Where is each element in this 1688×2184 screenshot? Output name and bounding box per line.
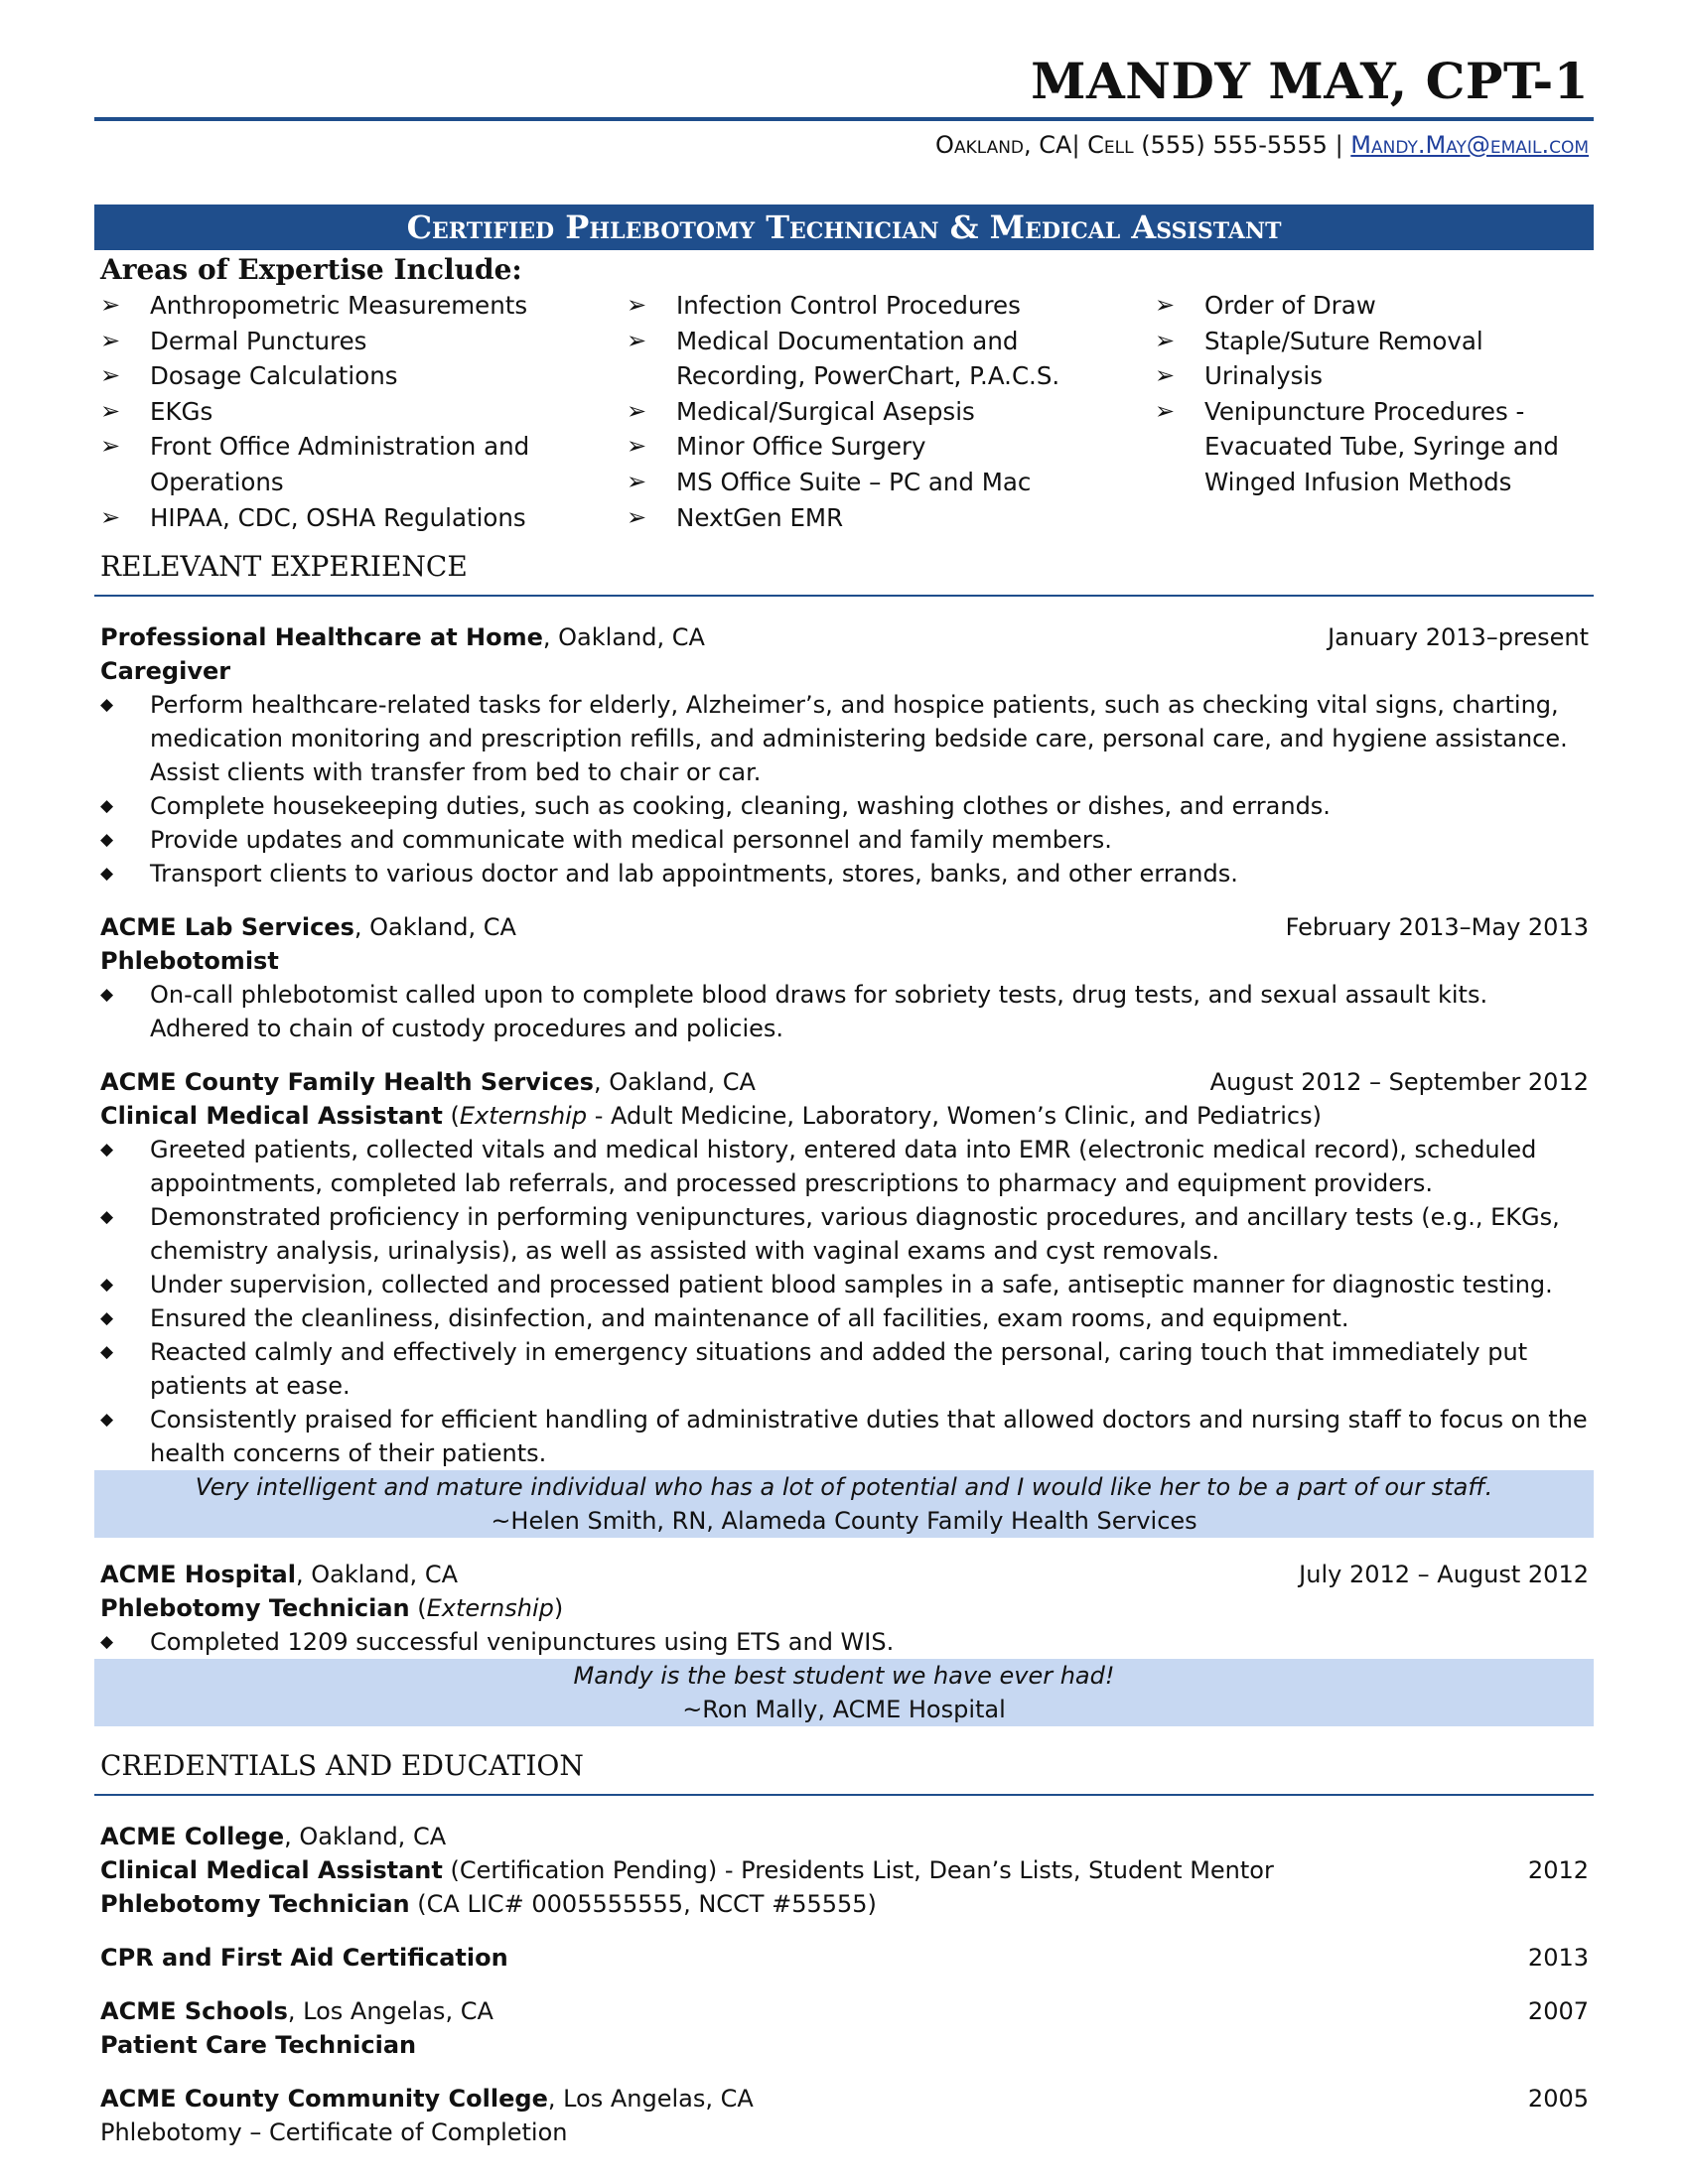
item-text: Urinalysis — [1204, 361, 1323, 391]
testimonial-author: ~Helen Smith, RN, Alameda County Family Health Services — [491, 1507, 1197, 1536]
diamond-bullet-icon: ◆ — [100, 1140, 114, 1160]
job-entry — [100, 1558, 1589, 1659]
arrow-bullet-icon: ➢ — [627, 432, 647, 461]
role-tail: ) — [553, 1594, 564, 1623]
education-line — [100, 1853, 1589, 1887]
item-text: Provide updates and communicate with medical personnel and family members. — [150, 826, 1112, 855]
bullet-list — [100, 1133, 1589, 1470]
job-entry — [100, 1065, 1589, 1470]
diamond-bullet-icon: ◆ — [100, 1207, 114, 1228]
bullet-item — [100, 1625, 1589, 1659]
expertise-item — [627, 429, 1155, 465]
item-text: Completed 1209 successful venipunctures using ETS and WIS. — [150, 1628, 895, 1657]
arrow-bullet-icon: ➢ — [1155, 326, 1176, 354]
arrow-bullet-icon: ➢ — [627, 291, 647, 319]
arrow-bullet-icon: ➢ — [100, 291, 121, 319]
expertise-item — [627, 500, 1155, 536]
expertise-column-1 — [100, 288, 627, 535]
item-text: Complete housekeeping duties, such as cooking, cleaning, washing clothes or dishes, and errands. — [150, 792, 1331, 821]
item-text: Anthropometric Measurements — [150, 291, 528, 320]
bullet-item — [100, 1200, 1589, 1268]
dates: February 2013–May 2013 — [1285, 913, 1589, 942]
diamond-bullet-icon: ◆ — [100, 695, 114, 716]
testimonial-quote: Mandy is the best student we have ever had! — [573, 1662, 1115, 1691]
year: 2007 — [1527, 1997, 1589, 2026]
bullet-item — [100, 789, 1589, 823]
item-text: Ensured the cleanliness, disinfection, and maintenance of all facilities, exam rooms, and equipment. — [150, 1304, 1349, 1333]
role-note: Externship — [426, 1594, 554, 1623]
expertise-item — [1155, 394, 1592, 500]
credential: Patient Care Technician — [100, 2031, 417, 2060]
item-text: Transport clients to various doctor and lab appointments, stores, banks, and other errands. — [150, 860, 1238, 888]
year: 2013 — [1527, 1944, 1589, 1973]
credential: CPR and First Aid Certification — [100, 1944, 508, 1973]
expertise-item — [627, 288, 1155, 324]
contact-info: Oakland, CA| Cell (555) 555-5555 | — [935, 131, 1351, 159]
arrow-bullet-icon: ➢ — [627, 326, 647, 354]
bullet-item — [100, 1301, 1589, 1335]
experience-rule — [94, 595, 1594, 597]
arrow-bullet-icon: ➢ — [1155, 396, 1176, 425]
diamond-bullet-icon: ◆ — [100, 1632, 114, 1653]
education-line — [100, 2028, 1589, 2062]
item-text: Order of Draw — [1204, 291, 1376, 320]
location: , Oakland, CA — [295, 1561, 458, 1589]
employer: ACME County Family Health Services — [100, 1068, 594, 1097]
item-text: Dosage Calculations — [150, 361, 398, 391]
item-text: On-call phlebotomist called upon to complete blood draws for sobriety tests, drug tests, and sexual assault kits. Adhered to chain of custody procedures and policies. — [150, 981, 1488, 1043]
testimonial-author: ~Ron Mally, ACME Hospital — [682, 1696, 1006, 1724]
school: ACME Schools — [100, 1997, 288, 2026]
education-line — [100, 1887, 1589, 1921]
item-text: Reacted calmly and effectively in emergency situations and added the personal, caring touch that immediately put patients at ease. — [150, 1338, 1528, 1401]
arrow-bullet-icon: ➢ — [100, 326, 121, 354]
item-text: Consistently praised for efficient handling of administrative duties that allowed doctors and nursing staff to focus on the health concerns of their patients. — [150, 1406, 1588, 1468]
item-text: Medical/Surgical Asepsis — [676, 396, 975, 426]
diamond-bullet-icon: ◆ — [100, 830, 114, 851]
bullet-list — [100, 978, 1589, 1045]
item-text: MS Office Suite – PC and Mac — [676, 467, 1032, 496]
education-entry — [100, 1994, 1589, 2028]
role: Phlebotomist — [100, 947, 279, 976]
header-rule — [94, 117, 1594, 121]
candidate-name: MANDY MAY, CPT-1 — [1031, 52, 1589, 110]
contact-line — [94, 129, 1589, 161]
item-text: Dermal Punctures — [150, 326, 367, 355]
headline-banner: Certified Phlebotomy Technician & Medical Assistant — [94, 205, 1594, 250]
bullet-item — [100, 823, 1589, 857]
item-text: Minor Office Surgery — [676, 432, 926, 462]
bullet-list — [100, 1625, 1589, 1659]
item-text: Infection Control Procedures — [676, 291, 1021, 320]
location: , Oakland, CA — [542, 623, 705, 652]
item-text: HIPAA, CDC, OSHA Regulations — [150, 502, 526, 532]
expertise-item — [100, 500, 627, 536]
employer: ACME Hospital — [100, 1561, 296, 1589]
testimonial-quote: Very intelligent and mature individual who has a lot of potential and I would like her to be a part of our staff. — [195, 1473, 1493, 1502]
role-note: Externship — [459, 1102, 588, 1131]
arrow-bullet-icon: ➢ — [627, 467, 647, 495]
arrow-bullet-icon: ➢ — [1155, 291, 1176, 319]
expertise-item — [100, 429, 627, 499]
credential-detail: (CA LIC# 0005555555, NCCT #55555) — [409, 1890, 877, 1919]
item-text: Under supervision, collected and processed patient blood samples in a safe, antiseptic manner for diagnostic testing. — [150, 1271, 1553, 1299]
experience-heading: RELEVANT EXPERIENCE — [100, 550, 468, 584]
education-heading: CREDENTIALS AND EDUCATION — [100, 1749, 584, 1783]
expertise-item — [100, 394, 627, 430]
role: Caregiver — [100, 657, 231, 686]
education-line — [100, 2116, 1589, 2149]
item-text: Venipuncture Procedures - Evacuated Tube, Syringe and Winged Infusion Methods — [1204, 396, 1559, 496]
diamond-bullet-icon: ◆ — [100, 864, 114, 885]
bullet-item — [100, 857, 1589, 890]
bullet-item — [100, 1268, 1589, 1301]
diamond-bullet-icon: ◆ — [100, 1275, 114, 1296]
resume-page — [94, 50, 1594, 2149]
school: ACME College — [100, 1823, 285, 1851]
location: , Los Angelas, CA — [547, 2085, 754, 2114]
role: Phlebotomy Technician — [100, 1594, 410, 1623]
dates: January 2013–present — [1328, 623, 1589, 652]
item-text: Greeted patients, collected vitals and medical history, entered data into EMR (electronic medical record), scheduled appointments, completed lab referrals, and processed prescriptions to pharmacy and equipment providers. — [150, 1136, 1537, 1198]
role-paren: ( — [409, 1594, 427, 1623]
expertise-item — [627, 394, 1155, 430]
item-text: Staple/Suture Removal — [1204, 326, 1483, 355]
expertise-item — [1155, 324, 1592, 359]
item-text: Perform healthcare-related tasks for elderly, Alzheimer’s, and hospice patients, such as checking vital signs, charting, medication monitoring and prescription refills, and administering bedside care, personal care, and hygiene assistance. Assist clients with transfer from bed to chair or car. — [150, 691, 1568, 787]
location: , Oakland, CA — [284, 1823, 447, 1851]
item-text: Demonstrated proficiency in performing venipunctures, various diagnostic procedures, and ancillary tests (e.g., EKGs, chemistry analysis, urinalysis), as well as assisted with vaginal exams and cyst removals. — [150, 1203, 1560, 1266]
email-link[interactable]: Mandy.May@email.com — [1350, 131, 1589, 159]
role-paren: ( — [442, 1102, 460, 1131]
role: Clinical Medical Assistant — [100, 1102, 443, 1131]
bullet-item — [100, 1335, 1589, 1403]
expertise-item — [1155, 358, 1592, 394]
bullet-item — [100, 1403, 1589, 1470]
diamond-bullet-icon: ◆ — [100, 1342, 114, 1363]
bullet-item — [100, 978, 1589, 1045]
expertise-item — [100, 288, 627, 324]
bullet-item — [100, 688, 1589, 789]
expertise-grid — [100, 288, 1594, 535]
location: , Oakland, CA — [593, 1068, 756, 1097]
diamond-bullet-icon: ◆ — [100, 985, 114, 1006]
expertise-title: Areas of Expertise Include: — [100, 253, 522, 286]
item-text: Medical Documentation and Recording, PowerChart, P.A.C.S. — [676, 326, 1060, 391]
credential: Phlebotomy Technician — [100, 1890, 410, 1919]
dates: August 2012 – September 2012 — [1209, 1068, 1589, 1097]
arrow-bullet-icon: ➢ — [100, 432, 121, 461]
location: , Los Angelas, CA — [287, 1997, 493, 2026]
dates: July 2012 – August 2012 — [1299, 1561, 1589, 1589]
employer: Professional Healthcare at Home — [100, 623, 543, 652]
item-text: Front Office Administration and Operations — [150, 432, 530, 496]
school: ACME County Community College — [100, 2085, 548, 2114]
arrow-bullet-icon: ➢ — [627, 502, 647, 531]
employer: ACME Lab Services — [100, 913, 354, 942]
credential-detail: (Certification Pending) - Presidents List, Dean’s Lists, Student Mentor — [442, 1856, 1274, 1885]
diamond-bullet-icon: ◆ — [100, 1410, 114, 1431]
arrow-bullet-icon: ➢ — [100, 361, 121, 390]
bullet-list — [100, 688, 1589, 890]
credential: Clinical Medical Assistant — [100, 1856, 443, 1885]
year: 2012 — [1527, 1856, 1589, 1885]
expertise-item — [100, 358, 627, 394]
item-text: NextGen EMR — [676, 502, 844, 532]
job-entry — [100, 910, 1589, 1045]
item-text: EKGs — [150, 396, 213, 426]
location: , Oakland, CA — [353, 913, 516, 942]
year: 2005 — [1527, 2085, 1589, 2114]
expertise-item — [627, 324, 1155, 394]
role-tail: - Adult Medicine, Laboratory, Women’s Clinic, and Pediatrics) — [587, 1102, 1322, 1131]
expertise-item — [627, 465, 1155, 500]
testimonial-box — [94, 1659, 1594, 1726]
arrow-bullet-icon: ➢ — [100, 396, 121, 425]
credential: Phlebotomy – Certificate of Completion — [100, 2118, 568, 2147]
expertise-item — [1155, 288, 1592, 324]
arrow-bullet-icon: ➢ — [100, 502, 121, 531]
testimonial-box — [94, 1470, 1594, 1538]
diamond-bullet-icon: ◆ — [100, 1308, 114, 1329]
arrow-bullet-icon: ➢ — [627, 396, 647, 425]
expertise-column-2 — [627, 288, 1155, 535]
expertise-item — [100, 324, 627, 359]
job-entry — [100, 620, 1589, 890]
education-entry — [100, 1941, 1589, 1975]
arrow-bullet-icon: ➢ — [1155, 361, 1176, 390]
diamond-bullet-icon: ◆ — [100, 796, 114, 817]
education-entry — [100, 1820, 1589, 1853]
expertise-column-3 — [1155, 288, 1592, 535]
bullet-item — [100, 1133, 1589, 1200]
education-entry — [100, 2082, 1589, 2116]
